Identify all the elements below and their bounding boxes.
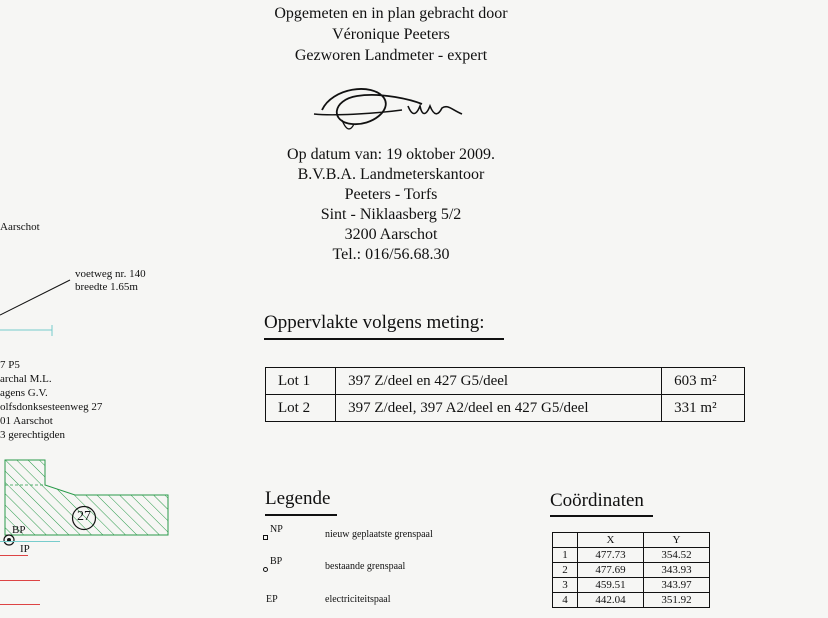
coordinates-header-row <box>553 533 710 548</box>
map-label-aarschot: Aarschot <box>0 221 40 233</box>
area-row-lot: Lot 1 <box>266 368 336 395</box>
legend-desc-np: nieuw geplaatste grenspaal <box>325 529 433 540</box>
coordinates-table <box>552 532 710 608</box>
signature <box>312 80 472 136</box>
new-post-icon <box>262 532 270 540</box>
surveyor-header-line1: Opgemeten en in plan gebracht door <box>274 5 508 22</box>
company-firm: Peeters - Torfs <box>344 186 438 203</box>
coord-header-index <box>553 533 578 548</box>
area-row-2 <box>266 395 745 422</box>
coord-x: 477.69 <box>578 563 644 578</box>
legend-symbol-np: NP <box>270 524 283 535</box>
coordinates-row <box>553 548 710 563</box>
legend-title-underline <box>265 514 337 516</box>
hatched-lot-area <box>0 455 175 550</box>
company-phone: Tel.: 016/56.68.30 <box>332 246 450 263</box>
area-title: Oppervlakte volgens meting: <box>264 312 485 333</box>
map-line-ip <box>0 541 60 542</box>
map-label-parcel-1: 7 P5 <box>0 359 20 371</box>
map-boundary-cyan <box>0 320 60 340</box>
coord-index: 3 <box>553 578 578 593</box>
map-label-parcel-3: agens G.V. <box>0 387 48 399</box>
coord-x: 477.73 <box>578 548 644 563</box>
existing-post-icon <box>262 564 270 572</box>
company-city: 3200 Aarschot <box>344 226 438 243</box>
coordinates-row <box>553 578 710 593</box>
coordinates-row <box>553 593 710 608</box>
path-leader-line <box>0 270 80 320</box>
coord-header-x: X <box>578 533 644 548</box>
coord-index: 1 <box>553 548 578 563</box>
map-label-parcel-2: archal M.L. <box>0 373 52 385</box>
area-row-area: 603 m² <box>662 368 745 395</box>
legend-desc-ep: electriciteitspaal <box>325 594 391 605</box>
survey-date: Op datum van: 19 oktober 2009. <box>287 146 495 163</box>
map-red-line-2 <box>0 580 40 581</box>
surveyor-name: Véronique Peeters <box>332 26 450 43</box>
legend-desc-bp: bestaande grenspaal <box>325 561 406 572</box>
area-row-area: 331 m² <box>662 395 745 422</box>
map-label-bp: BP <box>12 524 26 536</box>
coord-y: 354.52 <box>644 548 710 563</box>
coord-header-y: Y <box>644 533 710 548</box>
map-label-path-name: voetweg nr. 140 <box>75 268 146 280</box>
company-street: Sint - Niklaasberg 5/2 <box>320 206 462 223</box>
coord-y: 351.92 <box>644 593 710 608</box>
map-label-path-width: breedte 1.65m <box>75 281 138 293</box>
coordinates-row <box>553 563 710 578</box>
lot-number: 27 <box>77 509 91 524</box>
legend-symbol-bp: BP <box>270 556 283 567</box>
coord-index: 4 <box>553 593 578 608</box>
area-row-desc: 397 Z/deel, 397 A2/deel en 427 G5/deel <box>336 395 662 422</box>
coordinates-title: Coördinaten <box>550 490 644 511</box>
coord-index: 2 <box>553 563 578 578</box>
coord-y: 343.97 <box>644 578 710 593</box>
map-label-parcel-4: olfsdonksesteenweg 27 <box>0 401 103 413</box>
legend-title: Legende <box>265 488 331 509</box>
area-row-desc: 397 Z/deel en 427 G5/deel <box>336 368 662 395</box>
coord-x: 442.04 <box>578 593 644 608</box>
coordinates-title-underline <box>550 515 653 517</box>
legend-symbol-ep: EP <box>266 594 278 605</box>
coord-x: 459.51 <box>578 578 644 593</box>
area-row-lot: Lot 2 <box>266 395 336 422</box>
map-label-parcel-6: 3 gerechtigden <box>0 429 66 441</box>
coord-y: 343.93 <box>644 563 710 578</box>
map-red-line-3 <box>0 604 40 605</box>
area-row-1 <box>266 368 745 395</box>
map-red-line-1 <box>0 555 28 556</box>
area-table <box>265 367 745 422</box>
map-label-parcel-5: 01 Aarschot <box>0 415 53 427</box>
company-name: B.V.B.A. Landmeterskantoor <box>297 166 485 183</box>
surveyor-title: Gezworen Landmeter - expert <box>294 47 488 64</box>
map-label-ip: IP <box>20 543 30 555</box>
area-title-underline <box>264 338 504 340</box>
